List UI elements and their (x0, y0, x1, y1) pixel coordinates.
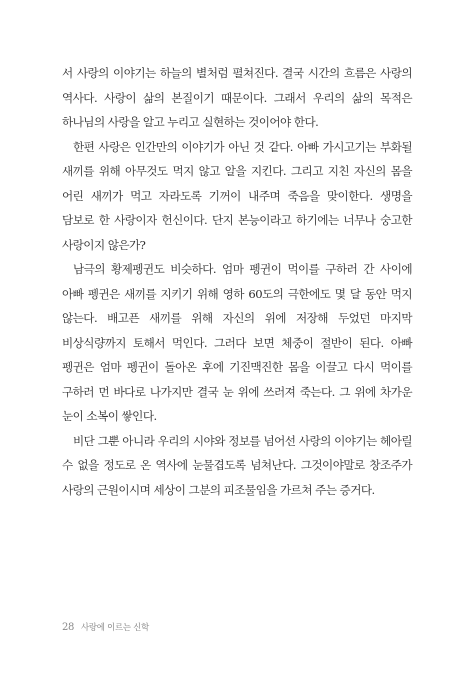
paragraph-creator-love: 비단 그뿐 아니라 우리의 시야와 정보를 넘어선 사랑의 이야기는 헤아릴 수 없을 정도로 온 역사에 눈물겹도록 넘쳐난다. 그것이야말로 창조주가 사랑의 근원이시며 세상이 그분의 피조물임을 가르쳐 주는 증거다. (62, 433, 412, 497)
paragraph-stickleback: 한편 사랑은 인간만의 이야기가 아닌 것 같다. 아빠 가시고기는 부화될 새끼를 위해 아무것도 먹지 않고 알을 지킨다. 그리고 지친 자신의 몸을 어린 새끼가 먹고 자라도록 기꺼이 내주며 죽음을 맞이한다. 생명을 담보로 한 사랑이자 헌신이다. 단지 본능이라고 하기에는 너무나 숭고한 사랑이지 않은가? (62, 139, 412, 252)
paragraph-emperor-penguin: 남극의 황제펭귄도 비슷하다. 엄마 펭귄이 먹이를 구하러 간 사이에 아빠 펭귄은 새끼를 지키기 위해 영하 60도의 극한에도 몇 달 동안 먹지 않는다. 배고픈 새끼를 위해 자신의 위에 저장해 두었던 마지막 비상식량까지 토해서 먹인다. 그러다 보면 체중이 절반이 된다. 아빠 펭귄은 엄마 펭귄이 돌아온 후에 기진맥진한 몸을 이끌고 다시 먹이를 구하러 먼 바다로 나가지만 결국 눈 위에 쓰러져 죽는다. 그 위에 차가운 눈이 소복이 쌓인다. (62, 262, 412, 423)
paragraph-continued: 서 사랑의 이야기는 하늘의 별처럼 펼쳐진다. 결국 시간의 흐름은 사랑의 역사다. 사랑이 삶의 본질이기 때문이다. 그래서 우리의 삶의 목적은 하나님의 사랑을 알고 누리고 실현하는 것이어야 한다. (62, 66, 412, 129)
running-title: 사랑에 이르는 신학 (81, 622, 150, 632)
page-footer (62, 621, 149, 633)
body-text (62, 61, 412, 502)
page-number: 28 (62, 622, 75, 633)
